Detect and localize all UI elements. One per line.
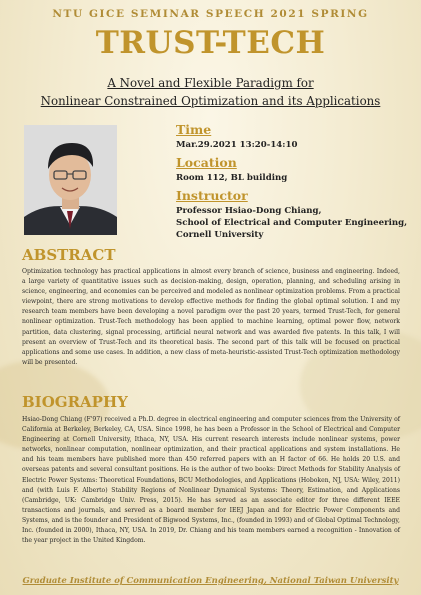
page-title: TRUST-TECH <box>95 25 326 61</box>
abstract-heading: ABSTRACT <box>22 246 116 264</box>
instructor-name: Professor Hsiao-Dong Chiang, <box>176 206 322 216</box>
subtitle-line-1: A Novel and Flexible Paradigm for <box>107 76 314 90</box>
biography-text: Hsiao-Dong Chiang (F'97) received a Ph.D. degree in electrical engineering and computer sciences from the University of California at Berkeley, Berkeley, CA, USA. Since 1998, he has been a Professor in the School of Electrical and Computer Engineering at Cornell University, Ithaca, NY, USA. His current research interests include nonlinear systems, power networks, nonlinear computation, nonlinear optimization, and their practical applications and system installations. He and his team members have published more than 450 referred papers with an H factor of 66. He holds 20 U.S. and overseas patents and several consultant positions. He is the author of two books: Direct Methods for Stability Analysis of Electric Power Systems: Theoretical Foundations, BCU Methodologies, and Applications (Hoboken, NJ, USA: Wiley, 2011) and (with Luis F. Alberto) Stability Regions of Nonlinear Dynamical Systems: Theory, Estimation, and Applications (Cambridge, UK: Cambridge Univ. Press, 2015). He has served as an associate editor for three different IEEE transactions and journals, and served as a board member for IEEJ Japan and for Electric Power Components and Systems, and is the founder and President of Bigwood Systems, Inc., (founded in 1993) and of Global Optimal Technology, Inc. (founded in 2000), Ithaca, NY, USA. In 2019, Dr. Chiang and his team members earned a recognition - Innovation of the year project in the United Kingdom. <box>22 416 400 545</box>
time-value: Mar.29.2021 13:20-14:10 <box>176 140 298 150</box>
institution-footer: Graduate Institute of Communication Engineering, National Taiwan University <box>22 576 399 586</box>
abstract-text: Optimization technology has practical applications in almost every branch of science, business and engineering. Indeed, a large variety of quantitative issues such as decision-making, design, operation, planning, and scheduling arising in science, engineering, and economies can be perceived and modeled as nonlinear optimization problems. From a practical viewpoint, there are strong motivations to develop effective methods for finding the global optimal solution. I and my research team members have been developing a novel paradigm over the past 20 years, termed Trust-Tech, for general nonlinear optimization. Trust-Tech methodology has been applied to machine learning, optimal power flow, network partition, data clustering, signal processing, artificial neural network and was awarded five patents. In this talk, I will present an overview of Trust-Tech and its theoretical basis. The second part of this talk will be focused on practical applications and some use cases. In addition, a new class of meta-heuristic-assisted Trust-Tech optimization methodology will be presented. <box>22 268 400 366</box>
location-value: Room 112, BL building <box>176 173 288 183</box>
instructor-university: Cornell University <box>176 230 264 240</box>
seminar-series-label: NTU GICE SEMINAR SPEECH 2021 SPRING <box>52 8 369 20</box>
instructor-label: Instructor <box>176 188 248 203</box>
subtitle-line-2: Nonlinear Constrained Optimization and its Applications <box>40 94 381 108</box>
biography-heading: BIOGRAPHY <box>22 393 128 411</box>
speaker-photo <box>24 125 117 235</box>
instructor-school: School of Electrical and Computer Engineering, <box>176 218 408 228</box>
time-label: Time <box>176 122 212 137</box>
location-label: Location <box>176 155 237 170</box>
